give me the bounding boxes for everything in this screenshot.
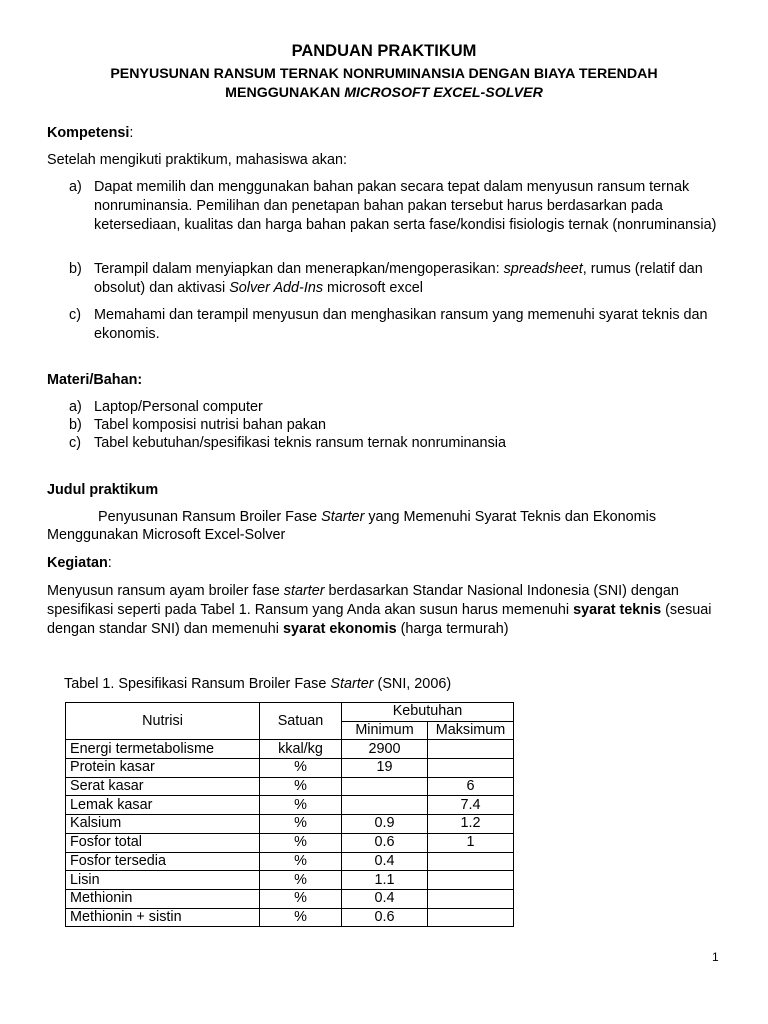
kompetensi-heading — [47, 124, 133, 143]
cell-nutrisi: Methionin — [66, 889, 260, 908]
list-label: a) — [69, 179, 82, 195]
judul-text-emphasis: Starter — [321, 509, 365, 525]
cell-min: 0.6 — [342, 908, 428, 927]
list-text-emphasis: Solver Add-Ins — [229, 280, 324, 296]
list-text: Laptop/Personal computer — [94, 399, 263, 415]
cell-satuan: % — [260, 908, 342, 927]
paragraph-part: (harga termurah) — [396, 621, 509, 637]
table-body — [66, 740, 514, 927]
cell-max — [428, 871, 514, 890]
cell-nutrisi: Protein kasar — [66, 759, 260, 778]
header-minimum: Minimum — [342, 721, 428, 740]
cell-nutrisi: Fosfor total — [66, 833, 260, 852]
cell-min: 2900 — [342, 740, 428, 759]
list-label: c) — [69, 435, 81, 451]
cell-max — [428, 740, 514, 759]
cell-satuan: % — [260, 852, 342, 871]
table-row — [66, 889, 514, 908]
kegiatan-paragraph — [47, 582, 729, 639]
cell-min: 19 — [342, 759, 428, 778]
cell-max — [428, 852, 514, 871]
cell-satuan: % — [260, 815, 342, 834]
cell-nutrisi: Lisin — [66, 871, 260, 890]
judul-text-part: Penyusunan Ransum Broiler Fase — [98, 509, 322, 525]
table-row — [66, 740, 514, 759]
header-kebutuhan: Kebutuhan — [342, 703, 514, 722]
cell-min: 0.9 — [342, 815, 428, 834]
caption-emphasis: Starter — [330, 676, 374, 692]
cell-nutrisi: Kalsium — [66, 815, 260, 834]
cell-nutrisi: Fosfor tersedia — [66, 852, 260, 871]
subtitle-software: MICROSOFT EXCEL-SOLVER — [344, 85, 543, 101]
cell-nutrisi: Methionin + sistin — [66, 908, 260, 927]
cell-satuan: kkal/kg — [260, 740, 342, 759]
subtitle-line-2 — [0, 84, 768, 103]
judul-text-part: yang Memenuhi Syarat Teknis dan Ekonomis — [364, 509, 657, 525]
cell-min: 0.4 — [342, 889, 428, 908]
page-subtitle — [0, 65, 768, 103]
list-text: Memahami dan terampil menyusun dan menghasikan ransum yang memenuhi syarat teknis dan ekonomis. — [94, 307, 708, 342]
header-maksimum: Maksimum — [428, 721, 514, 740]
header-nutrisi: Nutrisi — [66, 703, 260, 740]
judul-line-2: Menggunakan Microsoft Excel-Solver — [47, 527, 286, 543]
table-row — [66, 759, 514, 778]
cell-satuan: % — [260, 796, 342, 815]
table-row — [66, 871, 514, 890]
cell-min: 0.6 — [342, 833, 428, 852]
cell-satuan: % — [260, 759, 342, 778]
list-text: Dapat memilih dan menggunakan bahan pakan secara tepat dalam menyusun ransum ternak nonruminansia. Pemilihan dan penetapan bahan pakan tersebut harus berdasarkan pada ketersediaan, kualitas dan harga bahan pakan serta fase/kondisi fisiologis ternak (nonruminansia) — [94, 179, 717, 233]
kegiatan-heading-text: Kegiatan — [47, 555, 108, 571]
cell-min — [342, 796, 428, 815]
cell-nutrisi: Energi termetabolisme — [66, 740, 260, 759]
kompetensi-colon: : — [129, 125, 134, 141]
table-header-row — [66, 703, 514, 722]
cell-satuan: % — [260, 777, 342, 796]
caption-part: Tabel 1. Spesifikasi Ransum Broiler Fase — [64, 676, 331, 692]
cell-nutrisi: Serat kasar — [66, 777, 260, 796]
list-text-part: Terampil dalam menyiapkan dan menerapkan/mengoperasikan: — [94, 261, 504, 277]
subtitle-line-2-text: MENGGUNAKAN — [225, 85, 345, 101]
kompetensi-intro: Setelah mengikuti praktikum, mahasiswa akan: — [47, 152, 347, 168]
cell-max — [428, 889, 514, 908]
paragraph-part: berdasarkan Standar Nasional Indonesia (SNI) dengan spesifikasi seperti pada Tabel 1. Ransum yang Anda akan susun harus memenuhi — [47, 583, 679, 618]
judul-heading: Judul praktikum — [47, 482, 159, 498]
cell-max: 1 — [428, 833, 514, 852]
list-text: Tabel kebutuhan/spesifikasi teknis ransum ternak nonruminansia — [94, 435, 506, 451]
table-row — [66, 908, 514, 927]
paragraph-emphasis: starter — [283, 583, 325, 599]
subtitle-line-1: PENYUSUNAN RANSUM TERNAK NONRUMINANSIA DENGAN BIAYA TERENDAH — [110, 66, 658, 82]
table-row — [66, 796, 514, 815]
page-number: 1 — [712, 950, 719, 964]
cell-satuan: % — [260, 871, 342, 890]
list-text-part: microsoft excel — [323, 280, 424, 296]
paragraph-strong: syarat teknis — [573, 602, 662, 618]
kegiatan-colon: : — [107, 555, 112, 571]
materi-heading: Materi/Bahan: — [47, 372, 143, 388]
table-row — [66, 777, 514, 796]
cell-max: 6 — [428, 777, 514, 796]
list-label: b) — [69, 261, 82, 277]
table-row — [66, 852, 514, 871]
paragraph-strong: syarat ekonomis — [283, 621, 397, 637]
list-text — [94, 260, 729, 298]
list-label: c) — [69, 307, 81, 323]
list-label: b) — [69, 417, 82, 433]
cell-max: 7.4 — [428, 796, 514, 815]
cell-satuan: % — [260, 833, 342, 852]
spec-table — [65, 702, 514, 927]
cell-satuan: % — [260, 889, 342, 908]
cell-max: 1.2 — [428, 815, 514, 834]
paragraph-part: (sesuai dengan standar SNI) dan memenuhi — [47, 602, 712, 637]
kompetensi-heading-text: Kompetensi — [47, 125, 130, 141]
kegiatan-heading — [47, 554, 112, 573]
list-label: a) — [69, 399, 82, 415]
cell-min: 1.1 — [342, 871, 428, 890]
table-caption — [64, 675, 451, 694]
table-row — [66, 815, 514, 834]
cell-max — [428, 759, 514, 778]
list-text-part: , rumus (relatif dan obsolut) dan aktivasi — [94, 261, 703, 296]
header-satuan: Satuan — [260, 703, 342, 740]
list-text-emphasis: spreadsheet — [503, 261, 583, 277]
paragraph-part: Menyusun ransum ayam broiler fase — [47, 583, 284, 599]
cell-min — [342, 777, 428, 796]
cell-max — [428, 908, 514, 927]
cell-min: 0.4 — [342, 852, 428, 871]
caption-part: (SNI, 2006) — [373, 676, 452, 692]
table-row — [66, 833, 514, 852]
cell-nutrisi: Lemak kasar — [66, 796, 260, 815]
page-title: PANDUAN PRAKTIKUM — [291, 42, 477, 60]
judul-line-1 — [98, 508, 656, 527]
list-text: Tabel komposisi nutrisi bahan pakan — [94, 417, 326, 433]
